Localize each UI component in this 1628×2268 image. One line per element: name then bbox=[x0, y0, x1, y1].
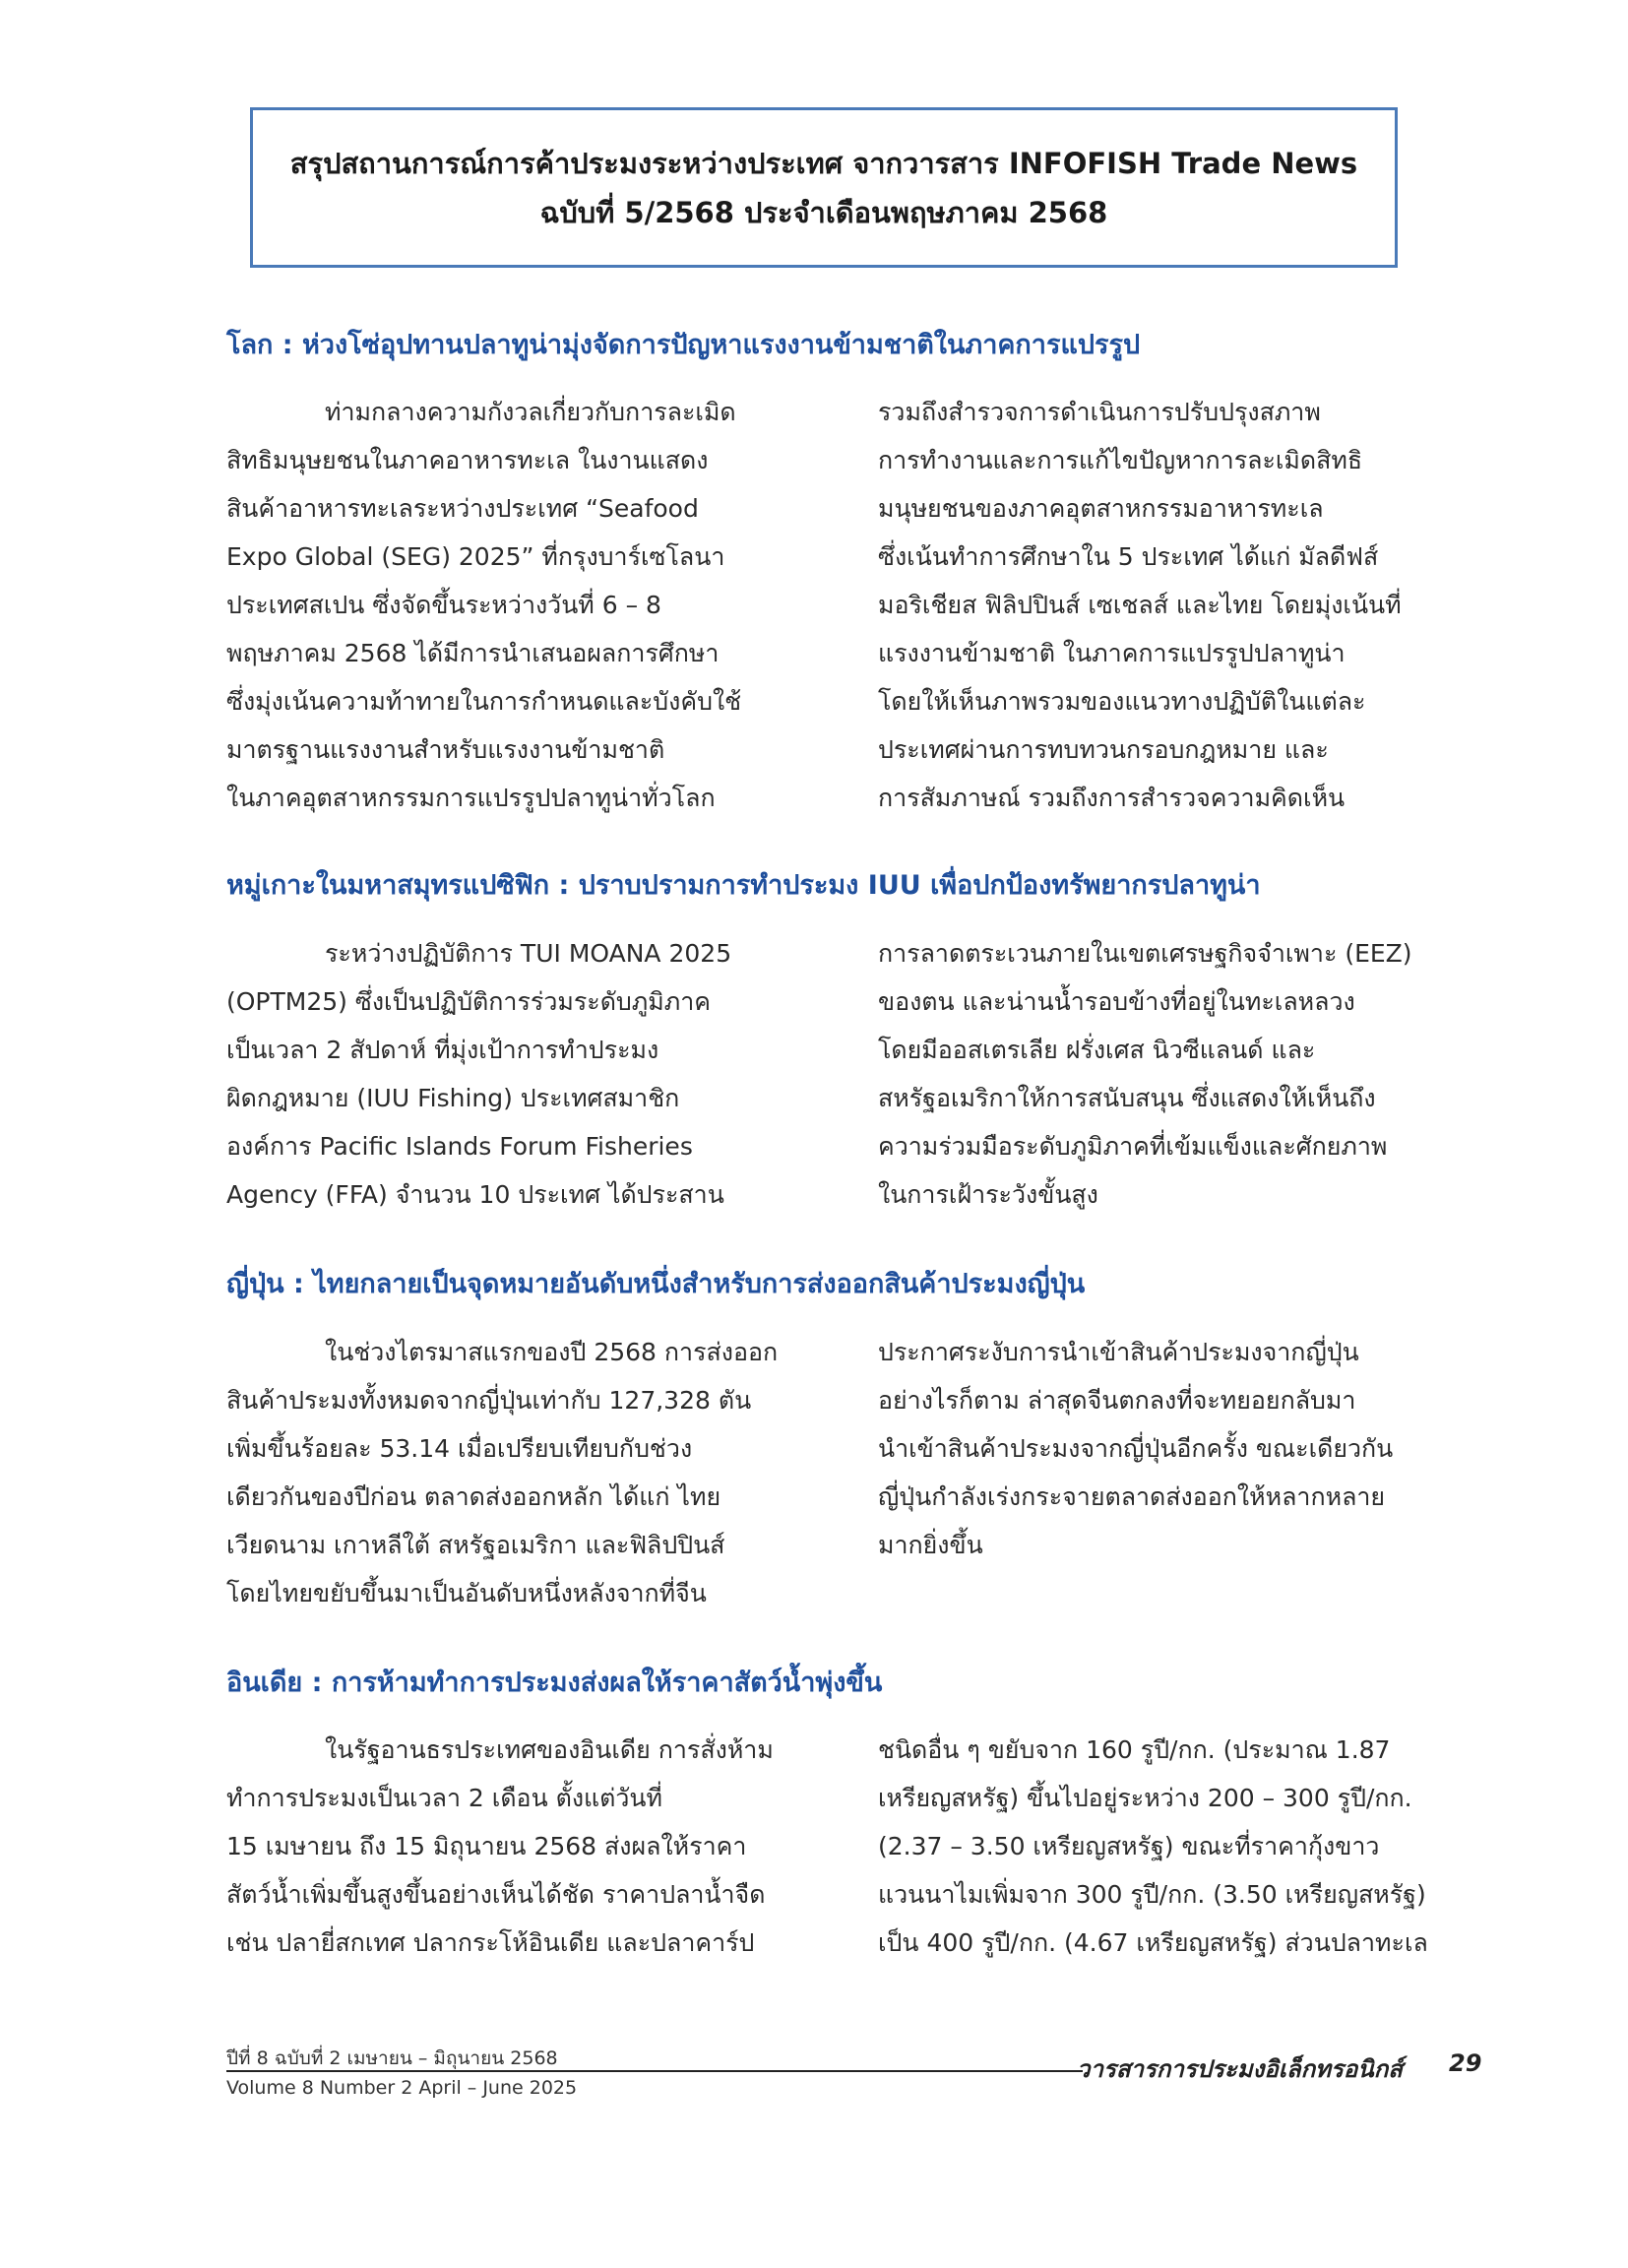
paragraph-line: ท่ามกลางความกังวลเกี่ยวกับการละเมิด bbox=[325, 398, 736, 426]
section-india-right-column bbox=[878, 1726, 1449, 1967]
paragraph-line: ซึ่งเน้นทำการศึกษาใน 5 ประเทศ ได้แก่ มัลดีฟส์ bbox=[878, 542, 1379, 571]
paragraph-line: เช่น ปลายี่สกเทศ ปลากระโห้อินเดีย และปลาคาร์ป bbox=[226, 1928, 755, 1957]
paragraph-line: ชนิดอื่น ๆ ขยับจาก 160 รูปี/กก. (ประมาณ 1.87 bbox=[878, 1735, 1391, 1764]
footer-issue-info bbox=[226, 2044, 577, 2103]
paragraph-line: ในการเฝ้าระวังขั้นสูง bbox=[878, 1180, 1098, 1209]
paragraph-line: (OPTM25) ซึ่งเป็นปฏิบัติการร่วมระดับภูมิภาค bbox=[226, 987, 712, 1016]
paragraph-line: ของตน และน่านน้ำรอบข้างที่อยู่ในทะเลหลวง bbox=[878, 987, 1355, 1016]
paragraph-line: โดยไทยขยับขึ้นมาเป็นอันดับหนึ่งหลังจากที่จีน bbox=[226, 1579, 707, 1607]
document-title-line-1: สรุปสถานการณ์การค้าประมงระหว่างประเทศ จากวารสาร INFOFISH Trade News bbox=[289, 146, 1358, 180]
paragraph-line: โดยมีออสเตรเลีย ฝรั่งเศส นิวซีแลนด์ และ bbox=[878, 1036, 1316, 1064]
paragraph-line: เป็น 400 รูปี/กก. (4.67 เหรียญสหรัฐ) ส่วนปลาทะเล bbox=[878, 1928, 1428, 1957]
paragraph-line: สินค้าประมงทั้งหมดจากญี่ปุ่นเท่ากับ 127,328 ตัน bbox=[226, 1386, 752, 1415]
footer-issue-thai: ปีที่ 8 ฉบับที่ 2 เมษายน – มิถุนายน 2568 bbox=[226, 2048, 558, 2069]
paragraph-line: นำเข้าสินค้าประมงจากญี่ปุ่นอีกครั้ง ขณะเดียวกัน bbox=[878, 1434, 1394, 1463]
paragraph-line: เพิ่มขึ้นร้อยละ 53.14 เมื่อเปรียบเทียบกับช่วง bbox=[226, 1434, 693, 1463]
paragraph-line: Agency (FFA) จำนวน 10 ประเทศ ได้ประสาน bbox=[226, 1180, 724, 1209]
section-world-left-column bbox=[226, 388, 789, 822]
footer-journal-name: วารสารการประมงอิเล็กทรอนิกส์ bbox=[1077, 2055, 1403, 2083]
paragraph-line: องค์การ Pacific Islands Forum Fisheries bbox=[226, 1132, 693, 1161]
paragraph-line: เดียวกันของปีก่อน ตลาดส่งออกหลัก ได้แก่ ไทย bbox=[226, 1482, 721, 1511]
paragraph-line: สิทธิมนุษยชนในภาคอาหารทะเล ในงานแสดง bbox=[226, 446, 709, 474]
paragraph-line: เป็นเวลา 2 สัปดาห์ ที่มุ่งเป้าการทำประมง bbox=[226, 1036, 659, 1064]
section-heading-japan: ญี่ปุ่น : ไทยกลายเป็นจุดหมายอันดับหนึ่งสำหรับการส่งออกสินค้าประมงญี่ปุ่น bbox=[226, 1269, 1086, 1299]
paragraph-line: แวนนาไมเพิ่มจาก 300 รูปี/กก. (3.50 เหรียญสหรัฐ) bbox=[878, 1880, 1426, 1909]
paragraph-line: ระหว่างปฏิบัติการ TUI MOANA 2025 bbox=[325, 939, 732, 968]
section-world-right-column bbox=[878, 388, 1449, 822]
section-pacific-right-column bbox=[878, 929, 1449, 1219]
paragraph-line: พฤษภาคม 2568 ได้มีการนำเสนอผลการศึกษา bbox=[226, 639, 720, 667]
section-heading-world: โลก : ห่วงโซ่อุปทานปลาทูน่ามุ่งจัดการปัญหาแรงงานข้ามชาติในภาคการแปรรูป bbox=[226, 330, 1141, 360]
paragraph-line: การลาดตระเวนภายในเขตเศรษฐกิจจำเพาะ (EEZ) bbox=[878, 939, 1412, 968]
paragraph-line: ซึ่งมุ่งเน้นความท้าทายในการกำหนดและบังคับใช้ bbox=[226, 687, 742, 716]
paragraph-line: สหรัฐอเมริกาให้การสนับสนุน ซึ่งแสดงให้เห็นถึง bbox=[878, 1084, 1376, 1112]
title-box bbox=[250, 107, 1398, 268]
paragraph-line: ในภาคอุตสาหกรรมการแปรรูปปลาทูน่าทั่วโลก bbox=[226, 784, 716, 812]
document-title-line-2: ฉบับที่ 5/2568 ประจำเดือนพฤษภาคม 2568 bbox=[539, 195, 1108, 229]
paragraph-line: ความร่วมมือระดับภูมิภาคที่เข้มแข็งและศักยภาพ bbox=[878, 1132, 1388, 1161]
section-japan-left-column bbox=[226, 1328, 789, 1617]
paragraph-line: ผิดกฎหมาย (IUU Fishing) ประเทศสมาชิก bbox=[226, 1084, 680, 1112]
footer-issue-english: Volume 8 Number 2 April – June 2025 bbox=[226, 2077, 578, 2099]
paragraph-line: ญี่ปุ่นกำลังเร่งกระจายตลาดส่งออกให้หลากหลาย bbox=[878, 1482, 1386, 1511]
paragraph-line: แรงงานข้ามชาติ ในภาคการแปรรูปปลาทูน่า bbox=[878, 639, 1346, 667]
paragraph-line: Expo Global (SEG) 2025” ที่กรุงบาร์เซโลนา bbox=[226, 542, 725, 571]
paragraph-line: เวียดนาม เกาหลีใต้ สหรัฐอเมริกา และฟิลิปปินส์ bbox=[226, 1531, 725, 1559]
footer-divider bbox=[226, 2070, 1083, 2072]
paragraph-line: มอริเชียส ฟิลิปปินส์ เซเชลส์ และไทย โดยมุ่งเน้นที่ bbox=[878, 591, 1402, 619]
paragraph-line: อย่างไรก็ตาม ล่าสุดจีนตกลงที่จะทยอยกลับมา bbox=[878, 1386, 1356, 1415]
paragraph-line: โดยให้เห็นภาพรวมของแนวทางปฏิบัติในแต่ละ bbox=[878, 687, 1366, 716]
paragraph-line: ประเทศสเปน ซึ่งจัดขึ้นระหว่างวันที่ 6 – 8 bbox=[226, 591, 661, 619]
paragraph-line: 15 เมษายน ถึง 15 มิถุนายน 2568 ส่งผลให้ราคา bbox=[226, 1832, 747, 1860]
paragraph-line: ประเทศผ่านการทบทวนกรอบกฎหมาย และ bbox=[878, 735, 1329, 764]
paragraph-line: ทำการประมงเป็นเวลา 2 เดือน ตั้งแต่วันที่ bbox=[226, 1784, 663, 1812]
paragraph-line: มาตรฐานแรงงานสำหรับแรงงานข้ามชาติ bbox=[226, 735, 665, 764]
paragraph-line: ในช่วงไตรมาสแรกของปี 2568 การส่งออก bbox=[325, 1338, 779, 1366]
paragraph-line: รวมถึงสำรวจการดำเนินการปรับปรุงสภาพ bbox=[878, 398, 1321, 426]
paragraph-line: ในรัฐอานธรประเทศของอินเดีย การสั่งห้าม bbox=[325, 1735, 774, 1764]
section-heading-pacific: หมู่เกาะในมหาสมุทรแปซิฟิก : ปราบปรามการทำประมง IUU เพื่อปกป้องทรัพยากรปลาทูน่า bbox=[226, 870, 1261, 901]
section-heading-india: อินเดีย : การห้ามทำการประมงส่งผลให้ราคาสัตว์น้ำพุ่งขึ้น bbox=[226, 1668, 883, 1698]
section-pacific-left-column bbox=[226, 929, 789, 1219]
page-number: 29 bbox=[1449, 2049, 1482, 2077]
paragraph-line: มนุษยชนของภาคอุตสาหกรรมอาหารทะเล bbox=[878, 494, 1324, 523]
paragraph-line: สินค้าอาหารทะเลระหว่างประเทศ “Seafood bbox=[226, 494, 699, 523]
section-india-left-column bbox=[226, 1726, 789, 1967]
paragraph-line: เหรียญสหรัฐ) ขึ้นไปอยู่ระหว่าง 200 – 300 รูปี/กก. bbox=[878, 1784, 1412, 1812]
paragraph-line: การทำงานและการแก้ไขปัญหาการละเมิดสิทธิ bbox=[878, 446, 1363, 474]
paragraph-line: มากยิ่งขึ้น bbox=[878, 1531, 983, 1559]
paragraph-line: ประกาศระงับการนำเข้าสินค้าประมงจากญี่ปุ่น bbox=[878, 1338, 1359, 1366]
section-japan-right-column bbox=[878, 1328, 1449, 1569]
paragraph-line: สัตว์น้ำเพิ่มขึ้นสูงขึ้นอย่างเห็นได้ชัด ราคาปลาน้ำจืด bbox=[226, 1880, 766, 1909]
paragraph-line: การสัมภาษณ์ รวมถึงการสำรวจความคิดเห็น bbox=[878, 784, 1346, 812]
paragraph-line: (2.37 – 3.50 เหรียญสหรัฐ) ขณะที่ราคากุ้งขาว bbox=[878, 1832, 1380, 1860]
